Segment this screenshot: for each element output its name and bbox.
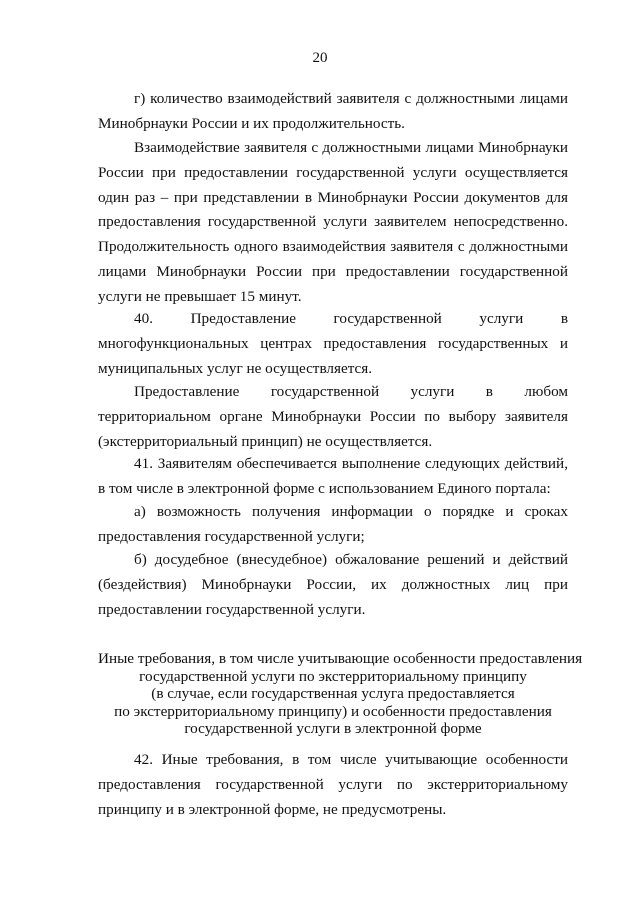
heading-line: государственной услуги в электронной форме [184, 720, 482, 738]
paragraph-extraterritorial: Предоставление государственной услуги в любом территориальном органе Минобрнауки России по выбору заявителя (экстерриториальный принцип) не осуществляется. [98, 383, 568, 450]
heading-line: по экстерриториальному принципу) и особенности предоставления [114, 702, 552, 720]
paragraph-interaction-duration: Взаимодействие заявителя с должностными лицами Минобрнауки России при предоставлении государственной услуги осуществляется один раз – при представлении в Минобрнауки России документов для предоставления государственной услуги заявителем непосредственно. Продолжительность одного взаимодействия заявителя с должностными лицами Минобрнауки России при предоставлении государственной услуги не превышает 15 минут. [98, 139, 568, 305]
heading-line: (в случае, если государственная услуга предоставляется [151, 685, 515, 703]
paragraph-41-actions: 41. Заявителям обеспечивается выполнение следующих действий, в том числе в электронной форме с использованием Единого портала: [98, 455, 568, 497]
paragraph-a-information: а) возможность получения информации о порядке и сроках предоставления государственной услуги; [98, 503, 568, 545]
page-number: 20 [312, 50, 328, 66]
paragraph-40-mfc: 40. Предоставление государственной услуги в многофункциональных центрах предоставления государственных и муниципальных услуг не осуществляется. [98, 310, 568, 377]
paragraph-g-interactions: г) количество взаимодействий заявителя с должностными лицами Минобрнауки России и их продолжительность. [98, 90, 568, 132]
section-heading [98, 650, 583, 738]
heading-line: Иные требования, в том числе учитывающие особенности предоставления [98, 650, 583, 667]
paragraph-b-appeal: б) досудебное (внесудебное) обжалование решений и действий (бездействия) Минобрнауки России, их должностных лиц при предоставлении государственной услуги. [98, 551, 568, 618]
heading-line: государственной услуги по экстерриториальному принципу [139, 667, 527, 685]
paragraph-42-other-requirements: 42. Иные требования, в том числе учитывающие особенности предоставления государственной услуги по экстерриториальному принципу и в электронной форме, не предусмотрены. [98, 751, 568, 818]
